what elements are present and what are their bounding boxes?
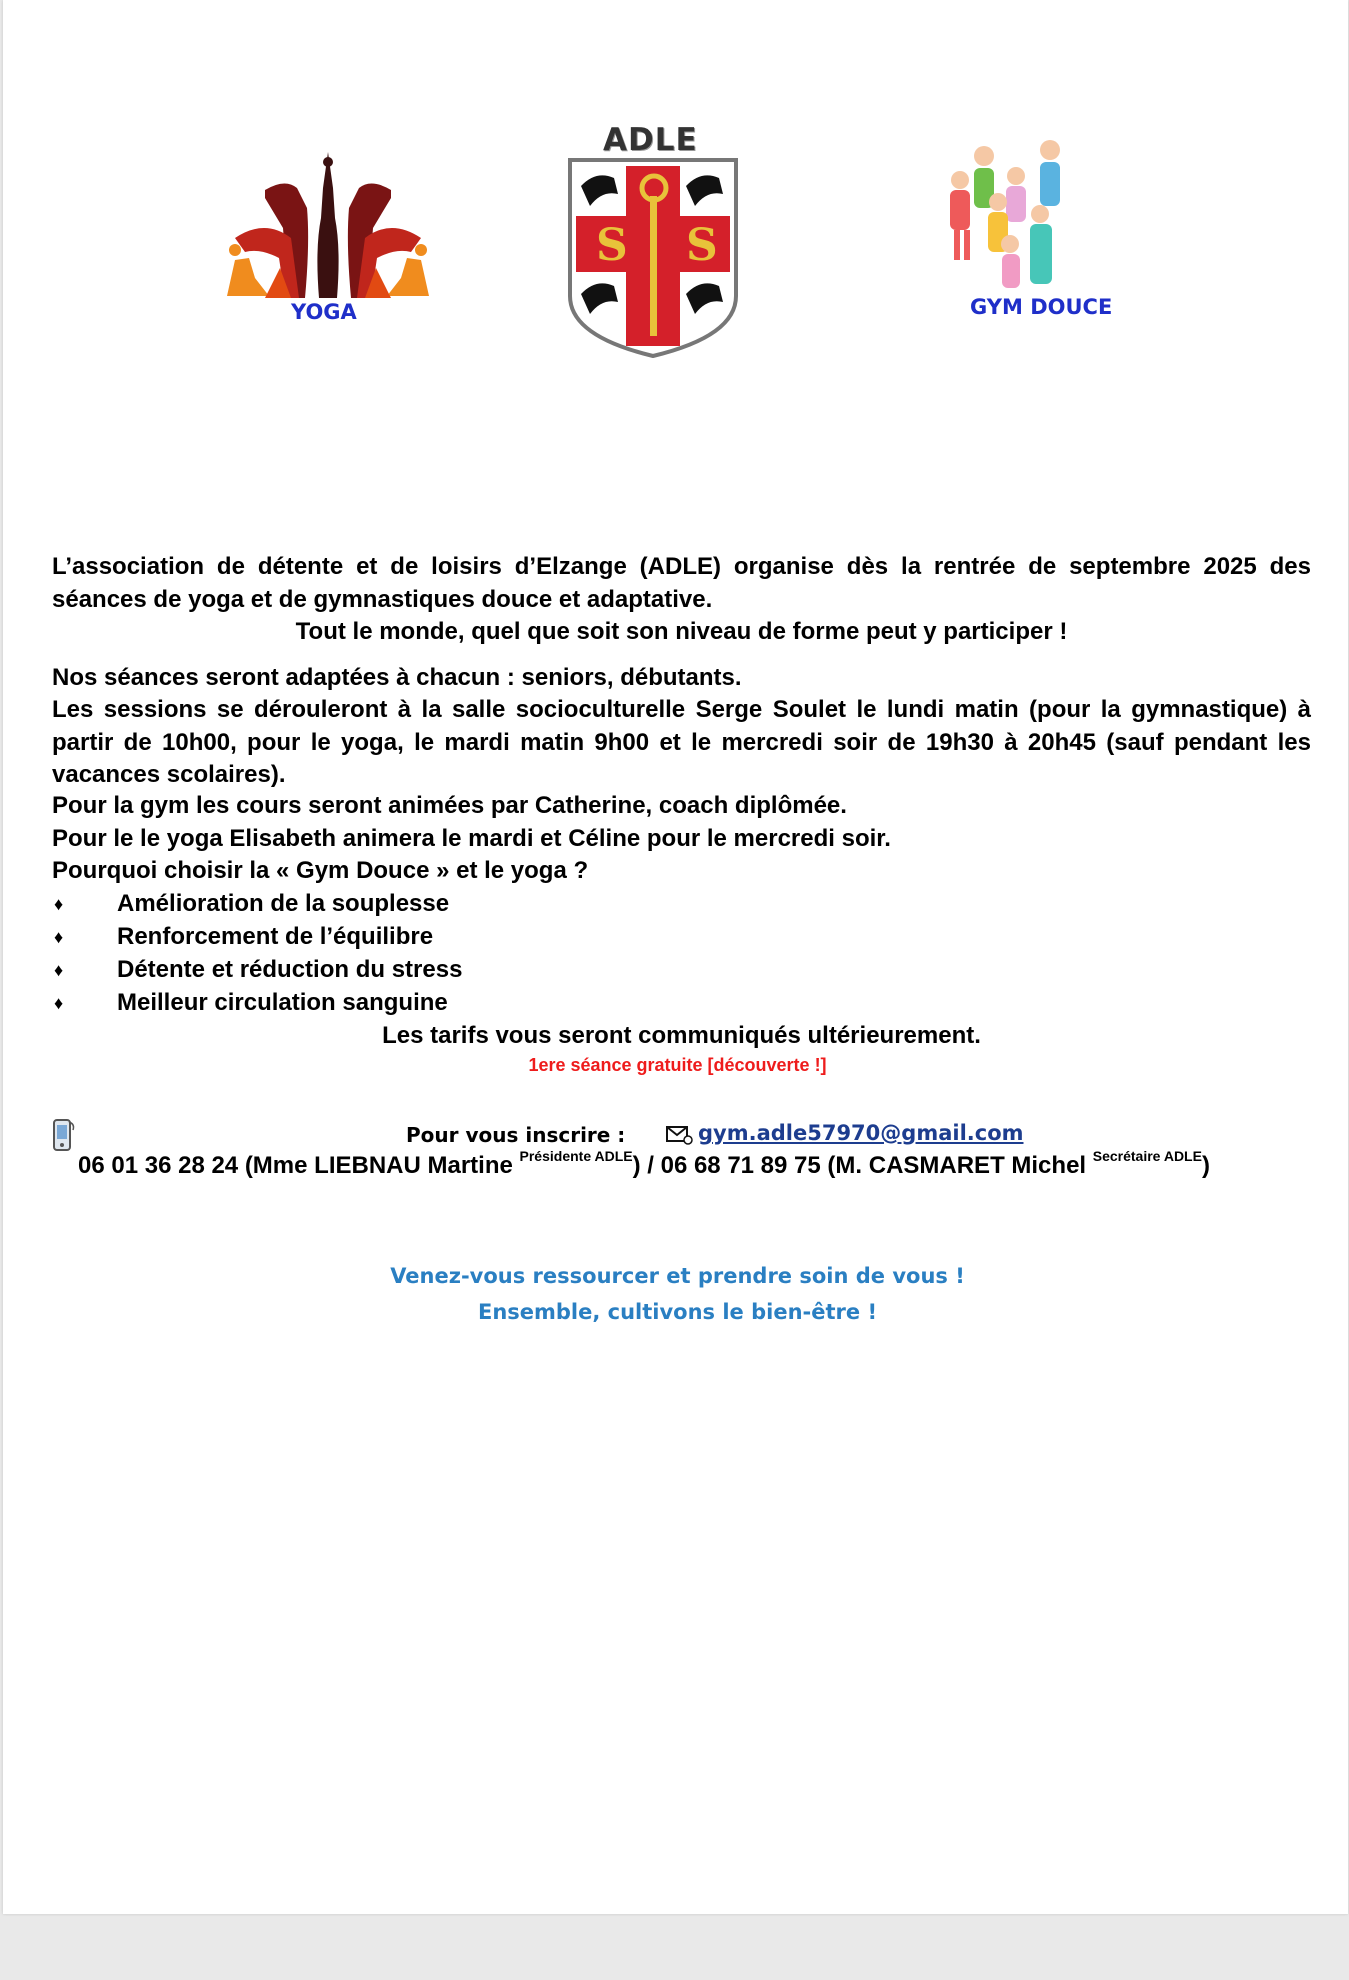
benefit-label: Renforcement de l’équilibre [117,923,434,950]
gym-douce-label: GYM DOUCE [970,295,1113,319]
pricing-line: Les tarifs vous seront communiqués ultérieurement. [382,1022,981,1049]
diamond-bullet-icon: ♦ [54,960,64,980]
document-page [3,0,1348,1914]
register-label: Pour vous inscrire : [406,1123,626,1147]
adle-logo-title: ADLE [603,122,698,158]
phone-contacts-line [78,1148,1210,1180]
yoga-label: YOGA [291,300,357,324]
benefit-label: Amélioration de la souplesse [117,890,450,917]
list-item [52,954,1311,987]
benefits-list [52,888,1311,1020]
phone-president: 06 01 36 28 24 (Mme LIEBNAU Martine [78,1152,520,1179]
adapted-line: Nos séances seront adaptées à chacun : seniors, débutants. [52,664,742,691]
email-icon [666,1125,694,1150]
gym-coach-line: Pour la gym les cours seront animées par Catherine, coach diplômée. [52,792,847,819]
adle-coat-of-arms [566,156,740,358]
yoga-logo [225,148,431,304]
diamond-bullet-icon: ♦ [54,927,64,947]
list-item [52,987,1311,1020]
closing-paren: ) [1201,1152,1210,1179]
diamond-bullet-icon: ♦ [54,993,64,1013]
phone-separator: ) / [632,1152,661,1179]
everyone-line: Tout le monde, quel que soit son niveau de forme peut y participer ! [295,618,1068,645]
email-link[interactable]: gym.adle57970@gmail.com [698,1121,1024,1145]
phone-icon [49,1118,77,1159]
benefit-label: Détente et réduction du stress [117,956,463,983]
list-item [52,921,1311,954]
intro-paragraph: L’association de détente et de loisirs d’Elzange (ADLE) organise dès la rentrée de septembre 2025 des séances de yoga et de gymnastiques douce et adaptative. [52,553,1311,613]
svg-text:S: S [596,220,628,271]
why-question: Pourquoi choisir la « Gym Douce » et le yoga ? [52,857,589,884]
diamond-bullet-icon: ♦ [54,894,64,914]
benefit-label: Meilleur circulation sanguine [117,989,448,1016]
list-item [52,888,1311,921]
yoga-coach-line: Pour le le yoga Elisabeth animera le mardi et Céline pour le mercredi soir. [52,825,891,852]
svg-text:S: S [686,220,718,271]
role-secretary: Secrétaire ADLE [1092,1148,1202,1164]
free-session-note: 1ere séance gratuite [découverte !] [528,1055,827,1075]
role-president: Présidente ADLE [519,1148,633,1164]
phone-secretary: 06 68 71 89 75 (M. CASMARET Michel [660,1152,1093,1179]
gym-douce-logo [940,136,1090,292]
sessions-paragraph: Les sessions se dérouleront à la salle socioculturelle Serge Soulet le lundi matin (pour la gymnastique) à partir de 10h00, pour le yoga, le mardi matin 9h00 et le mercredi soir de 19h30 à 20h45 (sauf pendant les vacances scolaires). [52,696,1311,788]
closing-line-2: Ensemble, cultivons le bien-être ! [477,1300,878,1324]
closing-line-1: Venez-vous ressourcer et prendre soin de vous ! [390,1264,965,1288]
